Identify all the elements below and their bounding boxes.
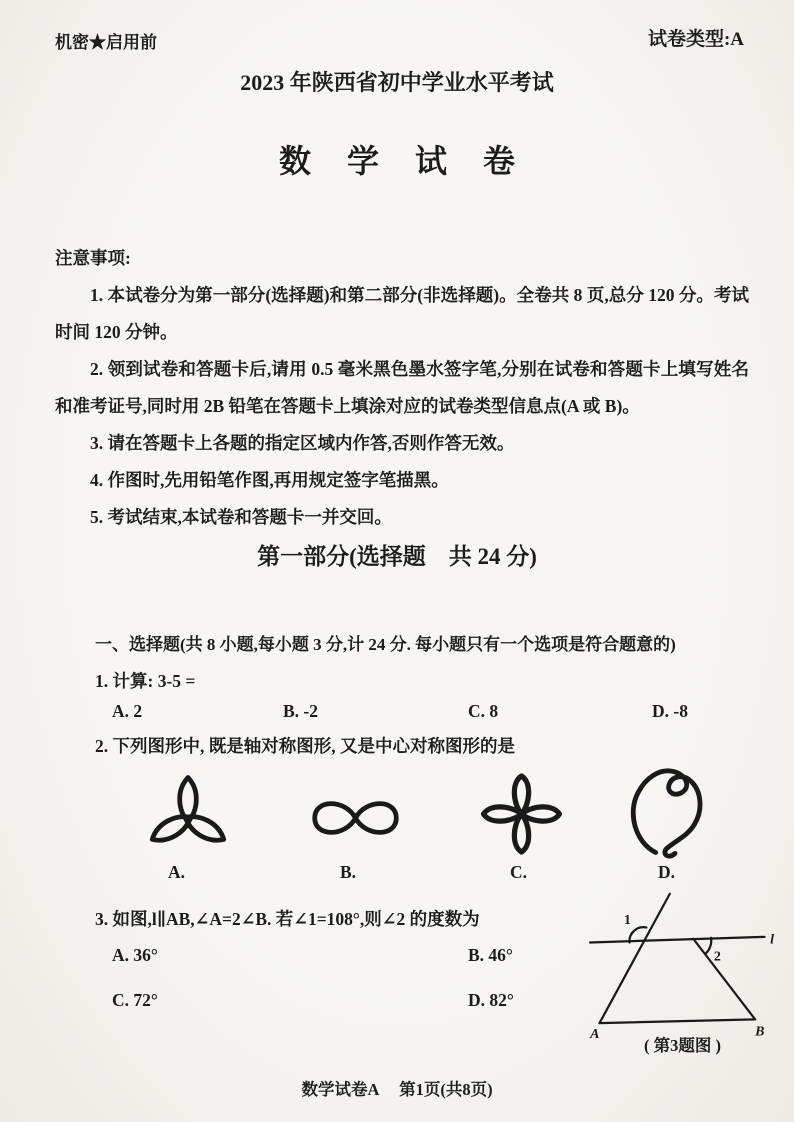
notice-heading: 注意事项:	[55, 248, 131, 268]
point-b-label: B	[755, 1023, 765, 1040]
angle-2-label: 2	[713, 948, 721, 965]
notice-item-4: 4. 作图时,先用铅笔作图,再用规定签字笔描黑。	[90, 470, 449, 490]
notice-item-3: 3. 请在答题卡上各题的指定区域内作答,否则作答无效。	[90, 433, 515, 453]
section1-heading: 一、选择题(共 8 小题,每小题 3 分,计 24 分. 每小题只有一个选项是符合题意的)	[95, 635, 676, 654]
notice-item-2: 2. 领到试卷和答题卡后,请用 0.5 毫米黑色墨水签字笔,分别在试卷和答题卡上填写姓名和准考证号,同时用 2B 铅笔在答题卡上填涂对应的试卷类型信息点(A 或 B)。	[55, 359, 749, 416]
question-2-stem: 2. 下列图形中, 既是轴对称图形, 又是中心对称图形的是	[95, 736, 515, 756]
line-l-label: l	[770, 931, 775, 948]
question-1-option-d: D. -8	[652, 701, 688, 721]
notice-item-5: 5. 考试结束,本试卷和答题卡一并交回。	[90, 507, 392, 527]
question-2-option-b-label: B.	[340, 862, 357, 882]
trefoil-knot-icon	[138, 766, 238, 862]
page-footer: 数学试卷A 第1页(共8页)	[301, 1080, 493, 1099]
transversal-line	[600, 894, 670, 1023]
question-2-option-a-label: A.	[168, 862, 186, 882]
question-3-option-d: D. 82°	[468, 990, 514, 1010]
question-1-option-c: C. 8	[468, 701, 499, 721]
question-2-option-c-label: C.	[510, 862, 528, 882]
question-1-option-a: A. 2	[112, 701, 143, 721]
question-1-option-b: B. -2	[283, 701, 318, 721]
question-3-stem: 3. 如图,l∥AB,∠A=2∠B. 若∠1=108°,则∠2 的度数为	[95, 909, 480, 929]
segment-ab	[600, 1019, 756, 1023]
question-3-option-c: C. 72°	[112, 990, 158, 1010]
question-3-option-a: A. 36°	[112, 945, 158, 965]
looped-doodle-icon	[624, 760, 712, 864]
question-1-stem: 1. 计算: 3-5 =	[95, 671, 196, 691]
notice-item-1: 1. 本试卷分为第一部分(选择题)和第二部分(非选择题)。全卷共 8 页,总分 120 分。考试时间 120 分钟。	[55, 285, 749, 342]
question-3-figure-caption: ( 第3题图 )	[644, 1036, 721, 1055]
question-3-figure	[573, 890, 791, 1045]
part1-heading: 第一部分(选择题 共 24 分)	[257, 544, 537, 569]
question-3-option-b: B. 46°	[468, 945, 513, 965]
classification-label: 机密★启用前	[55, 33, 157, 52]
four-petal-clover-icon	[474, 764, 569, 864]
infinity-curve-icon	[298, 786, 413, 850]
line-l	[590, 937, 764, 943]
segment-to-b	[693, 939, 755, 1020]
point-a-label: A	[590, 1026, 600, 1040]
angle-2-arc	[705, 938, 711, 954]
question-2-option-d-label: D.	[658, 862, 676, 882]
exam-title: 2023 年陕西省初中学业水平考试	[240, 70, 554, 95]
subject-title: 数 学 试 卷	[278, 143, 529, 179]
notice-section	[55, 240, 749, 536]
paper-type-label: 试卷类型:A	[647, 29, 744, 50]
angle-1-label: 1	[623, 911, 631, 928]
